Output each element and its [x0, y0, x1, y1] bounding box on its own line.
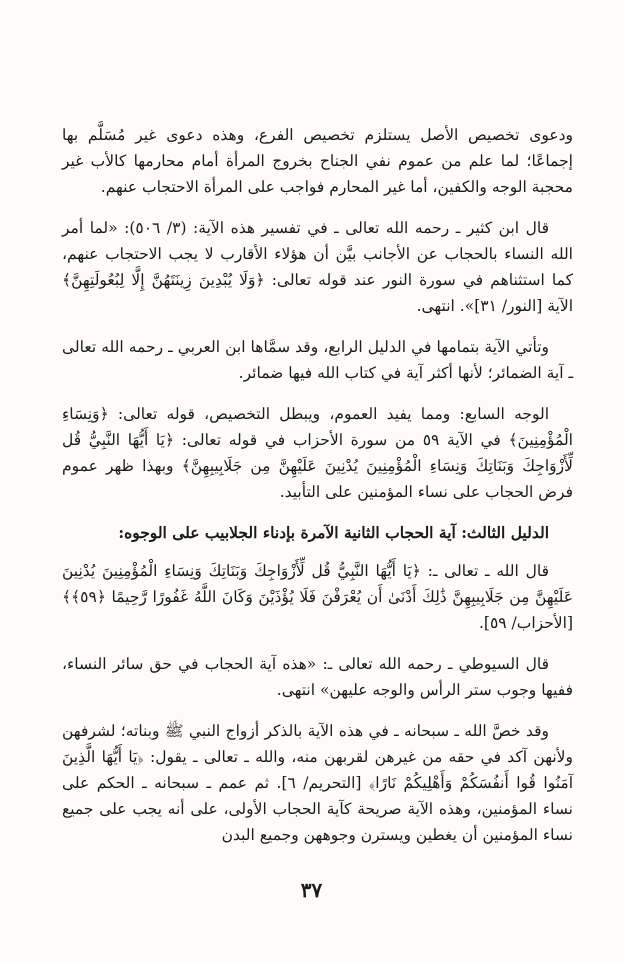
- paragraph-wives-daughters: وقد خصَّ الله ـ سبحانه ـ في هذه الآية بالذكر أزواج النبي ﷺ وبناته؛ لشرفهن ولأنهن آكد في حقه من غيرهن لقربهن منه، والله ـ تعالى ـ يقول: ﴿يَا أَيُّهَا الَّذِينَ آمَنُوا قُوا أَنفُسَكُمْ وَأَهْلِيكُمْ نَارًا﴾ [التحريم/ ٦]. ثم عمم ـ سبحانه ـ الحكم على نساء المؤمنين، وهذه الآية صريحة كآية الحجاب الأولى، على أنه يجب على جميع نساء المؤمنين أن يغطين ويسترن وجوههن وجميع البدن: [62, 722, 574, 844]
- paragraph-suyuti: قال السيوطي ـ رحمه الله تعالى ـ: «هذه آية الحجاب في حق سائر النساء، ففيها وجوب ستر الرأس والوجه عليهن» انتهى.: [62, 655, 573, 699]
- paragraph-ibn-alarabi: وتأتي الآية بتمامها في الدليل الرابع، وقد سمَّاها ابن العربي ـ رحمه الله تعالى ـ آية الضمائر؛ لأنها أكثر آية في كتاب الله فيها ضمائر.: [62, 338, 573, 382]
- paragraph-seventh-aspect: الوجه السابع: ومما يفيد العموم، ويبطل التخصيص، قوله تعالى: ﴿وَنِسَاءِ الْمُؤْمِنِينَ﴾ في الآية ٥٩ من سورة الأحزاب في قوله تعالى: ﴿يَا أَيُّهَا النَّبِيُّ قُل لِّأَزْوَاجِكَ وَبَنَاتِكَ وَنِسَاءِ الْمُؤْمِنِينَ يُدْنِينَ عَلَيْهِنَّ مِن جَلَابِيبِهِنَّ﴾ وبهذا ظهر عموم فرض الحجاب على نساء المؤمنين على التأبيد.: [62, 405, 573, 501]
- paragraph-specification-claim: ودعوى تخصيص الأصل يستلزم تخصيص الفرع، وهذه دعوى غير مُسَلَّم بها إجماعًا؛ لما علم من عموم نفي الجناح بخروج المرأة أمام محارمها كالأب غير محجبة الوجه والكفين، أما غير المحارم فواجب على المرأة الاحتجاب عنهم.: [62, 126, 573, 196]
- paragraph-ibn-kathir: قال ابن كثير ـ رحمه الله تعالى ـ في تفسير هذه الآية: (٣/ ٥٠٦): «لما أمر الله النساء بالحجاب عن الأجانب بيَّن أن هؤلاء الأقارب لا يجب الاحتجاب عنهم، كما استثناهم في سورة النور عند قوله تعالى: ﴿وَلَا يُبْدِينَ زِينَتَهُنَّ إِلَّا لِبُعُولَتِهِنَّ﴾ الآية [النور/ ٣١]». انتهى.: [62, 219, 573, 315]
- paragraph-ahzab-verse: قال الله ـ تعالى ـ: ﴿يَا أَيُّهَا النَّبِيُّ قُل لِّأَزْوَاجِكَ وَبَنَاتِكَ وَنِسَاءِ الْمُؤْمِنِينَ يُدْنِينَ عَلَيْهِنَّ مِن جَلَابِيبِهِنَّ ذَٰلِكَ أَدْنَىٰ أَن يُعْرَفْنَ فَلَا يُؤْذَيْنَ وَكَانَ اللَّهُ غَفُورًا رَّحِيمًا ﴿٥٩﴾﴾ [الأحزاب/ ٥٩].: [62, 562, 573, 632]
- page-number: ٣٧: [300, 878, 323, 902]
- section-heading-third-evidence: الدليل الثالث: آية الحجاب الثانية الآمرة بإدناء الجلابيب على الوجوه:: [118, 523, 549, 542]
